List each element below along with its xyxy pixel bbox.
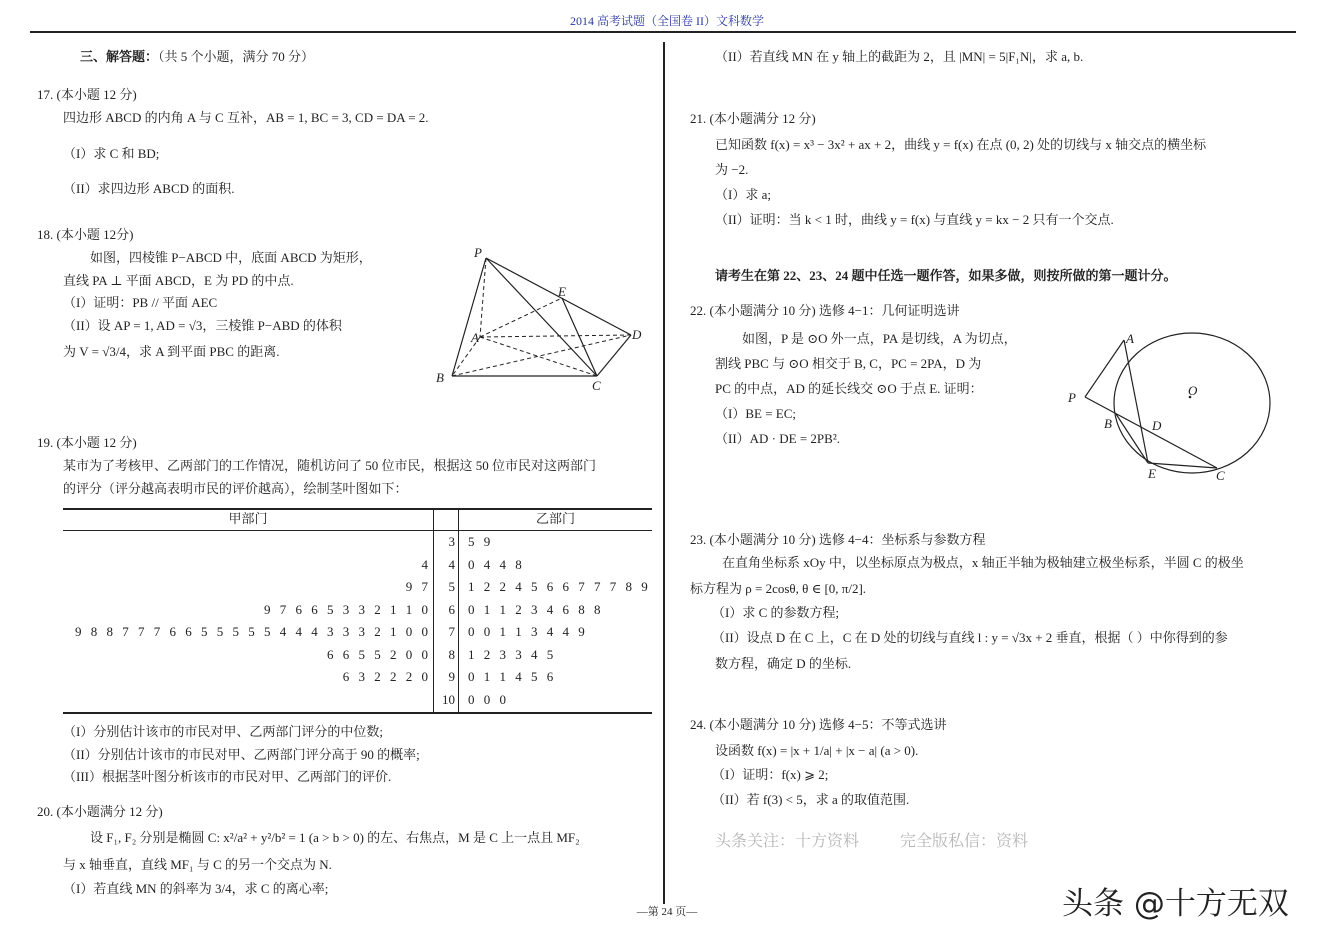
column-divider — [663, 42, 665, 904]
stem-value: 4 — [448, 556, 455, 572]
label-C: C — [1216, 468, 1225, 483]
q22-line2: 割线 PBC 与 ⊙O 相交于 B, C，PC = 2PA，D 为 — [715, 356, 982, 371]
right-header: 乙部门 — [535, 511, 575, 526]
label-E: E — [1148, 466, 1156, 481]
q21-part2: （II）证明：当 k < 1 时，曲线 y = f(x) 与直线 y = kx − 2 只有一个交点. — [715, 212, 1114, 227]
q20-line2: 与 x 轴垂直，直线 MF₁ 与 C 的另一个交点为 N. — [63, 857, 332, 872]
watermark-line2: 完全版私信：资料 — [900, 831, 1029, 850]
q23-part2: （II）设点 D 在 C 上，C 在 D 处的切线与直线 l : y = √3x + 2 垂直，根据（ ）中你得到的参 — [712, 630, 1228, 645]
elective-notice: 请考生在第 22、23、24 题中任选一题作答，如果多做，则按所做的第一题计分。 — [715, 268, 1177, 283]
q22-part2: （II）AD · DE = 2PB². — [715, 431, 840, 446]
table-row — [63, 621, 652, 643]
right-leaves: 1 2 3 3 4 5 — [468, 646, 554, 662]
q19-part2: （II）分别估计该市的市民对甲、乙两部门评分高于 90 的概率; — [63, 747, 420, 762]
header-rule — [30, 31, 1296, 33]
q17-part2: （II）求四边形 ABCD 的面积. — [63, 181, 235, 196]
stem-value: 7 — [448, 624, 455, 639]
right-leaves: 0 0 0 — [468, 691, 506, 707]
q22-head: 22. (本小题满分 10 分) 选修 4−1：几何证明选讲 — [690, 303, 960, 318]
q21-part1: （I）求 a; — [715, 187, 771, 202]
label-A: A — [471, 330, 479, 345]
q18-head: 18. (本小题 12分) — [37, 227, 134, 242]
right-leaves: 0 0 1 1 3 4 4 9 — [468, 624, 585, 639]
stem-leaf-table — [63, 508, 652, 713]
label-A: A — [1126, 331, 1134, 346]
q23-part2-cont: 数方程，确定 D 的坐标. — [715, 656, 852, 671]
q24-part1: （I）证明：f(x) ⩾ 2; — [712, 767, 829, 782]
stem-value: 10 — [442, 691, 455, 707]
left-leaves: 4 — [421, 556, 428, 572]
q21-line1: 已知函数 f(x) = x³ − 3x² + ax + 2，曲线 y = f(x) 在点 (0, 2) 处的切线与 x 轴交点的横坐标 — [715, 137, 1207, 152]
q18-line1: 如图，四棱锥 P−ABCD 中，底面 ABCD 为矩形， — [90, 250, 372, 265]
label-P: P — [1068, 390, 1076, 405]
q17-stem: 四边形 ABCD 的内角 A 与 C 互补，AB = 1, BC = 3, CD = DA = 2. — [63, 110, 429, 125]
right-leaves: 5 9 — [468, 534, 491, 549]
label-B: B — [1104, 416, 1112, 431]
label-D: D — [632, 327, 642, 342]
right-leaves: 0 1 1 4 5 6 — [468, 669, 554, 684]
right-leaves: 0 4 4 8 — [468, 556, 522, 572]
left-leaves: 9 8 8 7 7 7 6 6 5 5 5 5 5 4 4 4 3 3 3 2 1 0 0 — [75, 624, 428, 639]
q22-part1: （I）BE = EC; — [715, 406, 796, 421]
table-row — [63, 554, 652, 576]
right-leaves: 0 1 1 2 3 4 6 8 8 — [468, 601, 601, 617]
table-bottom-rule — [63, 712, 652, 714]
q24-line1: 设函数 f(x) = |x + 1/a| + |x − a| (a > 0). — [715, 743, 919, 758]
left-leaves: 6 6 5 5 2 0 0 — [327, 646, 428, 662]
q20-part1: （I）若直线 MN 的斜率为 3/4，求 C 的离心率; — [63, 881, 329, 896]
pyramid-figure — [420, 240, 660, 400]
q22-line1: 如图，P 是 ⊙O 外一点，PA 是切线，A 为切点， — [742, 331, 1017, 346]
q19-line1: 某市为了考核甲、乙两部门的工作情况，随机访问了 50 位市民，根据这 50 位市民对这两部门 — [63, 458, 597, 473]
q19-line2: 的评分（评分越高表明市民的评价越高），绘制茎叶图如下： — [63, 481, 408, 496]
left-header: 甲部门 — [228, 511, 268, 526]
q21-line2: 为 −2. — [715, 162, 749, 177]
q19-part3: （III）根据茎叶图分析该市的市民对甲、乙两部门的评价. — [63, 769, 392, 784]
watermark-line1: 头条关注：十方资料 — [715, 831, 860, 850]
q18-part2: （II）设 AP = 1, AD = √3，三棱锥 P−ABD 的体积 — [63, 318, 342, 333]
page-header: 2014 高考试题（全国卷 II）文科数学 — [570, 14, 764, 28]
right-leaves: 1 2 2 4 5 6 6 7 7 7 8 9 — [468, 579, 648, 594]
label-D: D — [1152, 418, 1162, 433]
section-title — [80, 48, 314, 66]
circle-figure — [1060, 325, 1310, 490]
q20-line1: 设 F₁, F₂ 分别是椭圆 C: x²/a² + y²/b² = 1 (a > b > 0) 的左、右焦点，M 是 C 上一点且 MF₂ — [90, 830, 580, 845]
q23-part1: （I）求 C 的参数方程; — [712, 605, 840, 620]
q23-head: 23. (本小题满分 10 分) 选修 4−4：坐标系与参数方程 — [690, 532, 986, 547]
table-row — [63, 644, 652, 666]
left-leaves: 6 3 2 2 2 0 — [342, 669, 428, 684]
stem-value: 9 — [448, 669, 455, 684]
q21-head: 21. (本小题满分 12 分) — [690, 111, 816, 126]
stem-value: 6 — [448, 601, 455, 617]
left-leaves: 9 7 6 6 5 3 3 2 1 1 0 — [264, 601, 428, 617]
section-heading: 三、解答题： — [80, 49, 159, 64]
stem-value: 5 — [448, 579, 455, 594]
q17-part1: （I）求 C 和 BD; — [63, 146, 160, 161]
table-row — [63, 599, 652, 621]
q23-line2: 标方程为 ρ = 2cosθ, θ ∈ [0, π/2]. — [690, 581, 867, 596]
left-leaves: 9 7 — [405, 579, 428, 594]
label-O: O — [1188, 383, 1198, 398]
q20-head: 20. (本小题满分 12 分) — [37, 804, 163, 819]
label-C: C — [592, 378, 601, 393]
q20-part2: （II）若直线 MN 在 y 轴上的截距为 2，且 |MN| = 5|F₁N|，求 a, b. — [715, 49, 1084, 64]
q19-part1: （I）分别估计该市的市民对甲、乙两部门评分的中位数; — [63, 724, 383, 739]
page-number: —第 24 页— — [636, 906, 698, 918]
table-row — [63, 531, 652, 553]
q24-part2: （II）若 f(3) < 5，求 a 的取值范围. — [712, 792, 910, 807]
brand-watermark: 头条 @十方无双 — [1062, 886, 1289, 922]
table-row — [63, 666, 652, 688]
q18-part2-cont: 为 V = √3/4，求 A 到平面 PBC 的距离. — [63, 344, 280, 359]
section-note: （共 5 个小题，满分 70 分） — [158, 49, 315, 64]
q18-line2: 直线 PA ⊥ 平面 ABCD，E 为 PD 的中点. — [63, 273, 294, 288]
stem-value: 8 — [448, 646, 455, 662]
q24-head: 24. (本小题满分 10 分) 选修 4−5：不等式选讲 — [690, 717, 947, 732]
label-B: B — [436, 370, 444, 385]
q19-head: 19. (本小题 12 分) — [37, 435, 137, 450]
q17-head: 17. (本小题 12 分) — [37, 87, 137, 102]
q18-part1: （I）证明：PB // 平面 AEC — [63, 295, 218, 310]
label-E: E — [558, 284, 566, 299]
label-P: P — [474, 245, 482, 260]
table-row — [63, 689, 652, 711]
q22-line3: PC 的中点，AD 的延长线交 ⊙O 于点 E. 证明： — [715, 381, 983, 396]
table-row — [63, 576, 652, 598]
q23-line1: 在直角坐标系 xOy 中，以坐标原点为极点，x 轴正半轴为极轴建立极坐标系，半圆 C 的极坐 — [722, 555, 1244, 570]
stem-value: 3 — [448, 534, 455, 549]
